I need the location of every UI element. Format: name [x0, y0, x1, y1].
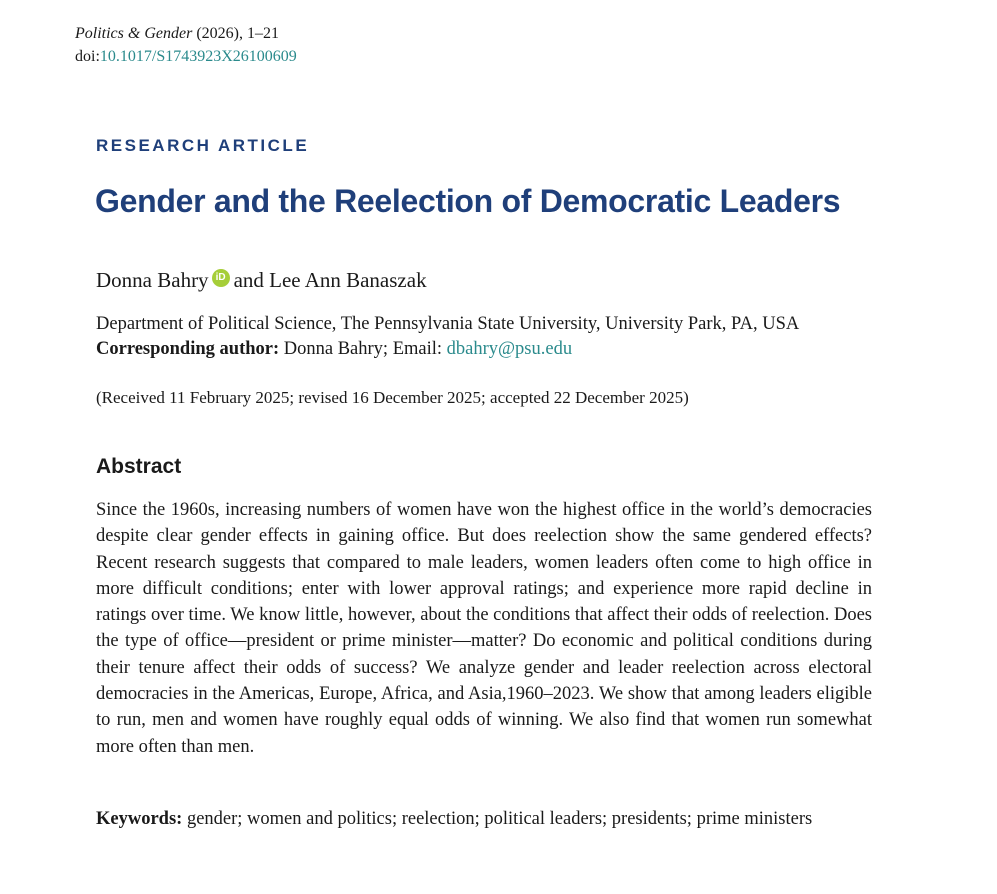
abstract-heading: Abstract	[96, 455, 182, 478]
doi-line	[75, 45, 297, 68]
doi-link[interactable]: 10.1017/S1743923X26100609	[99, 48, 297, 65]
corresponding-author	[96, 337, 572, 362]
journal-volume-pages: (2026), 1–21	[192, 25, 279, 42]
author-line	[96, 266, 427, 294]
coauthor-name: and Lee Ann Banaszak	[233, 268, 427, 292]
corresponding-author-label: Corresponding author:	[96, 339, 280, 359]
journal-citation	[75, 22, 279, 45]
keywords-list: gender; women and politics; reelection; political leaders; presidents; prime ministers	[182, 809, 813, 829]
abstract-text: Since the 1960s, increasing numbers of women have won the highest office in the world’s democracies despite clear gender effects in gaining office. But does reelection show the same gendered effects? Recent research suggests that compared to male leaders, women leaders often come to high office in more difficult conditions; enter with lower approval ratings; and experience more rapid decline in ratings over time. We know little, however, about the conditions that affect their odds of reelection. Does the type of office—president or prime minister—matter? Do economic and political conditions during their tenure affect their odds of success? We analyze gender and leader reelection across electoral democracies in the Americas, Europe, Africa, and Asia,1960–2023. We show that among leaders eligible to run, men and women have roughly equal odds of winning. We also find that women run somewhat more often than men.	[96, 500, 872, 757]
keywords-label: Keywords:	[96, 809, 183, 829]
journal-name: Politics & Gender	[75, 25, 193, 42]
author-name[interactable]: Donna Bahry	[96, 268, 209, 292]
corresponding-author-text: Donna Bahry; Email:	[279, 339, 447, 359]
doi-prefix: doi:	[75, 48, 100, 65]
article-type-label: RESEARCH ARTICLE	[96, 136, 310, 155]
article-title: Gender and the Reelection of Democratic Leaders	[95, 183, 841, 219]
keywords	[96, 806, 872, 832]
orcid-icon[interactable]: iD	[212, 269, 230, 287]
publication-history: (Received 11 February 2025; revised 16 December 2025; accepted 22 December 2025)	[96, 388, 689, 407]
author-affiliation: Department of Political Science, The Pennsylvania State University, University Park, PA, USA	[96, 314, 800, 334]
email-link[interactable]: dbahry@psu.edu	[446, 339, 573, 359]
